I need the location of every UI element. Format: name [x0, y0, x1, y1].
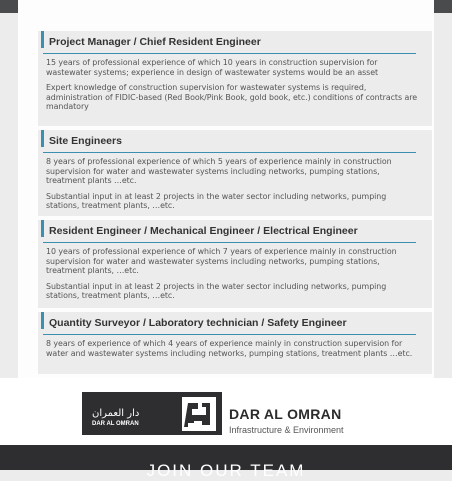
logo-mark-icon	[180, 395, 218, 433]
job-requirement: 10 years of professional experience of which 7 years of experience mainly in construction supervision for water and wastewater systems including networks, pumping stations, treatment plants, …etc.	[46, 247, 397, 276]
join-banner	[0, 445, 452, 480]
job-requirement: Substantial input in at least 2 projects in the water sector including networks, pumping stations, treatment plants, …etc.	[46, 281, 387, 301]
top-strip	[0, 0, 452, 13]
job-title: Resident Engineer / Mechanical Engineer / Electrical Engineer	[41, 220, 432, 237]
job-requirement: 8 years of experience of which 4 years of experience mainly in construction supervision for water and wastewater systems including networks, pumping stations, treatment plants …etc.	[46, 339, 413, 358]
company-tagline: Infrastructure & Environment	[229, 425, 344, 435]
job-requirement: 15 years of professional experience of which 10 years in construction supervision for wastewater systems; experience in design of wastewater systems would be an asset	[46, 58, 379, 77]
title-divider	[43, 53, 416, 54]
job-title: Site Engineers	[41, 130, 432, 147]
company-name: DAR AL OMRAN	[229, 406, 342, 422]
logo-badge	[82, 392, 222, 435]
title-divider	[43, 242, 416, 243]
job-requirement: Substantial input in at least 2 projects in the water sector including networks, pumping stations, treatment plants, …etc.	[46, 191, 387, 211]
join-text: JOIN OUR TEAM	[146, 461, 306, 480]
job-card-site-engineers	[38, 130, 432, 216]
job-card-quantity-surveyor	[38, 312, 432, 374]
job-requirement: 8 years of professional experience of which 5 years of experience mainly in construction supervision for water and wastewater systems including networks, pumping stations, treatment plants …etc.	[46, 157, 392, 186]
job-listings-panel	[18, 13, 434, 378]
job-title: Project Manager / Chief Resident Engineer	[41, 31, 432, 48]
job-card-project-manager	[38, 31, 432, 126]
job-title: Quantity Surveyor / Laboratory technician / Safety Engineer	[41, 312, 432, 329]
logo-small-name: DAR AL OMRAN	[92, 421, 139, 427]
job-requirement: Expert knowledge of construction supervision for wastewater systems is required, administration of FIDIC-based (Red Book/Pink Book, gold book, etc.) conditions of contracts are mandatory	[46, 83, 418, 112]
title-divider	[43, 334, 416, 335]
top-strip-band	[18, 0, 434, 13]
company-logo-area	[0, 378, 452, 445]
title-divider	[43, 152, 416, 153]
job-card-resident-engineer	[38, 220, 432, 308]
logo-arabic-name: دار العمران	[92, 408, 140, 419]
